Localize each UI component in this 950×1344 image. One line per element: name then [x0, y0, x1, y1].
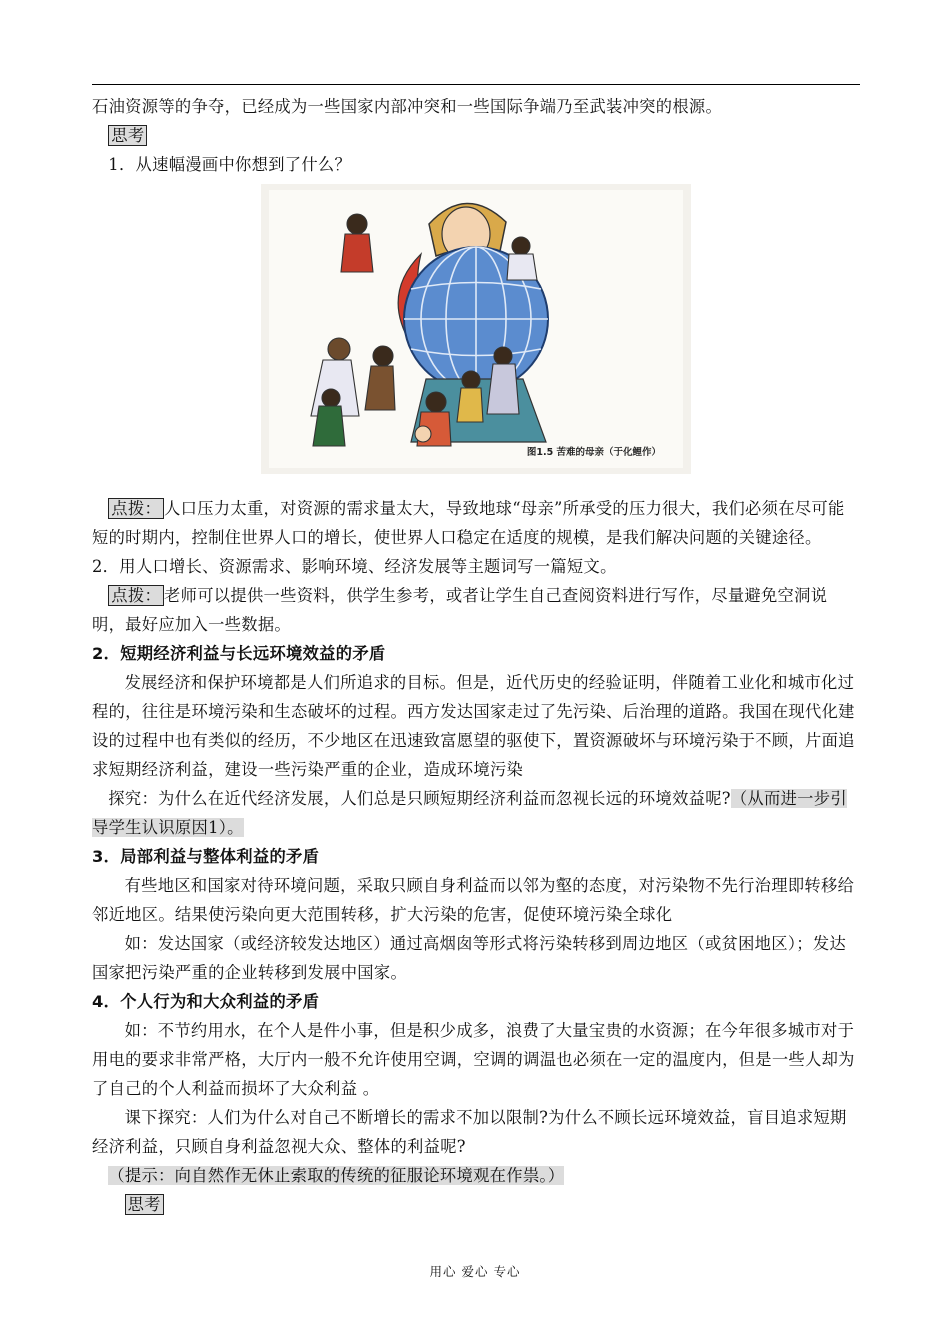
- hint-label-2: 点拨：: [108, 585, 164, 606]
- header-rule: [92, 84, 860, 85]
- cartoon-figure: [261, 184, 691, 474]
- figure-caption: 图1.5 苦难的母亲（于化鲤作）: [526, 447, 661, 458]
- paragraph-4: 如：不节约用水，在个人是件小事，但是积少成多，浪费了大量宝贵的水资源；在今年很多城市对于用电的要求非常严格，大厅内一般不允许使用空调，空调的调温也必须在一定的温度内，但是一些人却为了自己的个人利益而损坏了大众利益 。: [92, 1021, 855, 1098]
- paragraph-2: 发展经济和保护环境都是人们所追求的目标。但是，近代历史的经验证明，伴随着工业化和城市化过程的，往往是环境污染和生态破坏的过程。西方发达国家走过了先污染、后治理的道路。我国在现代化建设的过程中也有类似的经历，不少地区在迅速致富愿望的驱使下，置资源破坏与环境污染于不顾，片面追求短期经济利益，建设一些污染严重的企业，造成环境污染: [92, 673, 855, 779]
- question-2: 2．用人口增长、资源需求、影响环境、经济发展等主题词写一篇短文。: [92, 557, 617, 576]
- heading-4: 4．个人行为和大众利益的矛盾: [92, 992, 320, 1011]
- paragraph-oil: 石油资源等的争夺，已经成为一些国家内部冲突和一些国际争端乃至武装冲突的根源。: [92, 97, 723, 116]
- hint-1: [92, 494, 860, 552]
- hint-1-text: 人口压力太重，对资源的需求量太大，导致地球“母亲”所承受的压力很大，我们必须在尽可能短的时期内，控制住世界人口的增长，使世界人口稳定在适度的规模，是我们解决问题的关键途径。: [92, 499, 845, 547]
- think-heading-2: [92, 1190, 860, 1219]
- cartoon-illustration: [261, 184, 691, 474]
- heading-2: 2．短期经济利益与长远环境效益的矛盾: [92, 644, 386, 663]
- hint-2-text: 老师可以提供一些资料，供学生参考，或者让学生自己查阅资料进行写作，尽量避免空洞说明，最好应加入一些数据。: [92, 586, 828, 634]
- question-1: 1．从速幅漫画中你想到了什么？: [108, 155, 352, 174]
- tip-line: [92, 1161, 860, 1190]
- explore-1-text: 探究：为什么在近代经济发展，人们总是只顾短期经济利益而忽视长远的环境效益呢?: [108, 789, 731, 808]
- heading-3: 3．局部利益与整体利益的矛盾: [92, 847, 320, 866]
- document-body: [92, 92, 860, 1219]
- explore-1-note: （从而进一步引导学生认识原因1）。: [92, 789, 847, 837]
- page-footer: 用心 爱心 专心: [429, 1264, 521, 1279]
- paragraph-5: 课下探究：人们为什么对自己不断增长的需求不加以限制?为什么不顾长远环境效益，盲目追求短期经济利益，只顾自身利益忽视大众、整体的利益呢?: [92, 1108, 847, 1156]
- hint-2: [92, 581, 860, 639]
- think-heading: [92, 121, 860, 150]
- tip-text: （提示：向自然作无休止索取的传统的征服论环境观在作祟。）: [108, 1166, 565, 1185]
- hint-label: 点拨：: [108, 498, 164, 519]
- paragraph-3: 有些地区和国家对待环境问题，采取只顾自身利益而以邻为壑的态度，对污染物不先行治理即转移给邻近地区。结果使污染向更大范围转移，扩大污染的危害，促使环境污染全球化: [92, 876, 855, 924]
- explore-1: [92, 784, 860, 842]
- think-label: 思考: [108, 125, 147, 146]
- paragraph-3b: 如：发达国家（或经济较发达地区）通过高烟囱等形式将污染转移到周边地区（或贫困地区）；发达国家把污染严重的企业转移到发展中国家。: [92, 934, 847, 982]
- think-label-2: 思考: [125, 1194, 164, 1215]
